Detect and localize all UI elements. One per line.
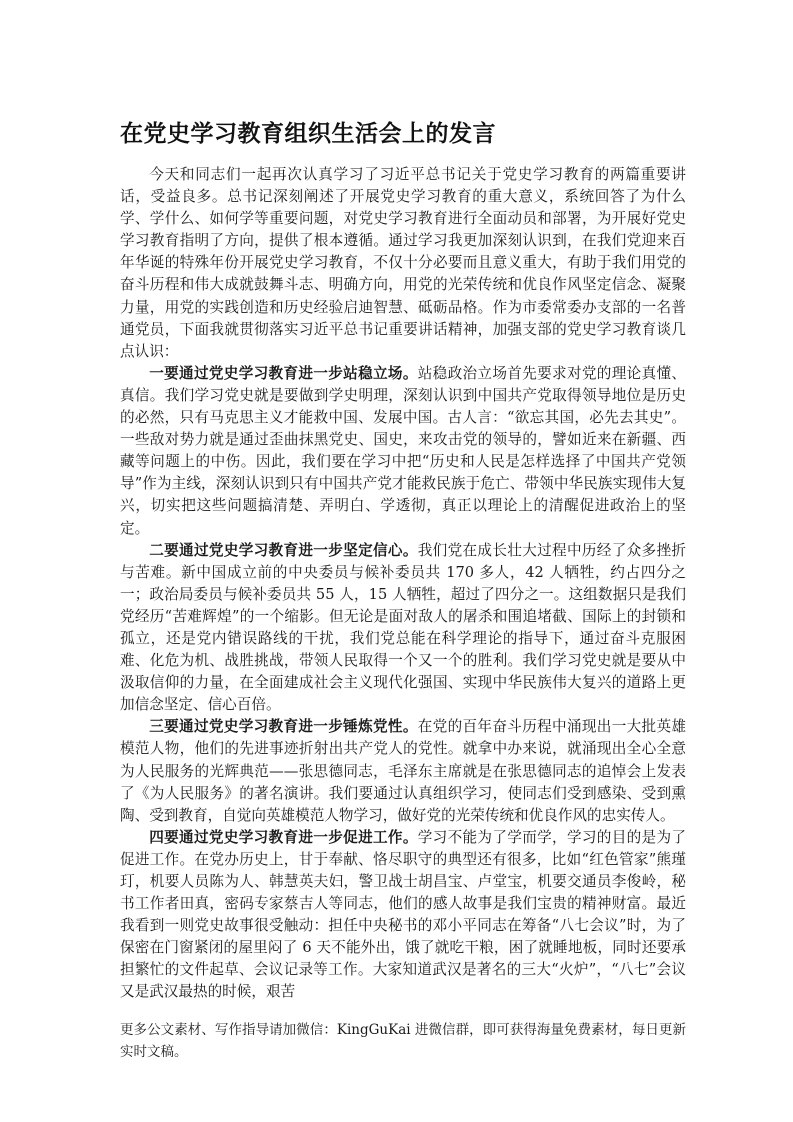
section-paragraph-1 [120,363,686,540]
section-text-2: 我们党在成长壮大过程中历经了众多挫折与苦难。新中国成立前的中央委员与候补委员共 170 多人，42 人牺牲，约占四分之一；政治局委员与候补委员共 55 人，15 人牺牲，超过了四分之一。这组数据只是我们党经历“苦难辉煌”的一个缩影。但无论是面对敌人的屠杀和围追堵截、国际上的封锁和孤立，还是党内错误路线的干扰，我们党总能在科学理论的指导下，通过奋斗克服困难、化危为机、战胜挑战，带领人民取得一个又一个的胜利。我们学习党史就是要从中汲取信仰的力量，在全面建成社会主义现代化强国、实现中华民族伟大复兴的道路上更加信念坚定、信心百倍。 [120,541,686,714]
intro-paragraph: 今天和同志们一起再次认真学习了习近平总书记关于党史学习教育的两篇重要讲话，受益良多。总书记深刻阐述了开展党史学习教育的重大意义，系统回答了为什么学、学什么、如何学等重要问题，对党史学习教育进行全面动员和部署，为开展好党史学习教育指明了方向，提供了根本遵循。通过学习我更加深刻认识到，在我们党迎来百年华诞的特殊年份开展党史学习教育，不仅十分必要而且意义重大，有助于我们用党的奋斗历程和伟大成就鼓舞斗志、明确方向，用党的光荣传统和优良作风坚定信念、凝聚力量，用党的实践创造和历史经验启迪智慧、砥砺品格。作为市委常委办支部的一名普通党员，下面我就贯彻落实习近平总书记重要讲话精神，加强支部的党史学习教育谈几点认识： [120,166,686,360]
section-text-1: 站稳政治立场首先要求对党的理论真懂、真信。我们学习党史就是要做到学史明理，深刻认识到中国共产党取得领导地位是历史的必然，只有马克思主义才能救中国、发展中国。古人言：“欲忘其国，必先去其史”。一些敌对势力就是通过歪曲抹黑党史、国史，来攻击党的领导的，譬如近来在新疆、西藏等问题上的中伤。因此，我们要在学习中把“历史和人民是怎样选择了中国共产党领导”作为主线，深刻认识到只有中国共产党才能救民族于危亡、带领中华民族实现伟大复兴，切实把这些问题搞清楚、弄明白、学透彻，真正以理论上的清醒促进政治上的坚定。 [120,364,686,537]
section-heading-3: 三要通过党史学习教育进一步锤炼党性。 [149,718,418,736]
section-paragraph-3 [120,716,686,826]
document-title: 在党史学习教育组织生活会上的发言 [120,121,496,147]
section-heading-1: 一要通过党史学习教育进一步站稳立场。 [149,364,418,382]
section-text-4: 学习不能为了学而学，学习的目的是为了促进工作。在党办历史上，甘于奉献、恪尽职守的典型还有很多，比如“红色管家”熊瑾玎，机要人员陈为人、韩慧英夫妇，警卫战士胡昌宝、卢堂宝，机要交通员李俊岭，秘书工作者田真，密码专家蔡吉人等同志，他们的感人故事是我们宝贵的精神财富。最近我看到一则党史故事很受触动：担任中央秘书的邓小平同志在筹备“八七会议”时，为了保密在门窗紧闭的屋里闷了 6 天不能外出，饿了就吃干粮，困了就睡地板，同时还要承担繁忙的文件起草、会议记录等工作。大家知道武汉是著名的三大“火炉”，“八七”会议又是武汉最热的时候，艰苦 [120,828,686,1001]
document-body [120,164,686,1004]
section-heading-2: 二要通过党史学习教育进一步坚定信心。 [149,541,418,559]
section-paragraph-4 [120,827,686,1004]
footer-note: 更多公文素材、写作指导请加微信：KingGuKai 进微信群，即可获得海量免费素材，每日更新实时文稿。 [120,1022,686,1060]
section-heading-4: 四要通过党史学习教育进一步促进工作。 [149,828,418,846]
section-paragraph-2 [120,540,686,717]
section-text-3: 在党的百年奋斗历程中涌现出一大批英雄模范人物，他们的先进事迹折射出共产党人的党性。就拿中办来说，就涌现出全心全意为人民服务的光辉典范——张思德同志，毛泽东主席就是在张思德同志的追悼会上发表了《为人民服务》的著名演讲。我们要通过认真组织学习，使同志们受到感染、受到熏陶、受到教育，自觉向英雄模范人物学习，做好党的光荣传统和优良作风的忠实传人。 [120,718,686,824]
